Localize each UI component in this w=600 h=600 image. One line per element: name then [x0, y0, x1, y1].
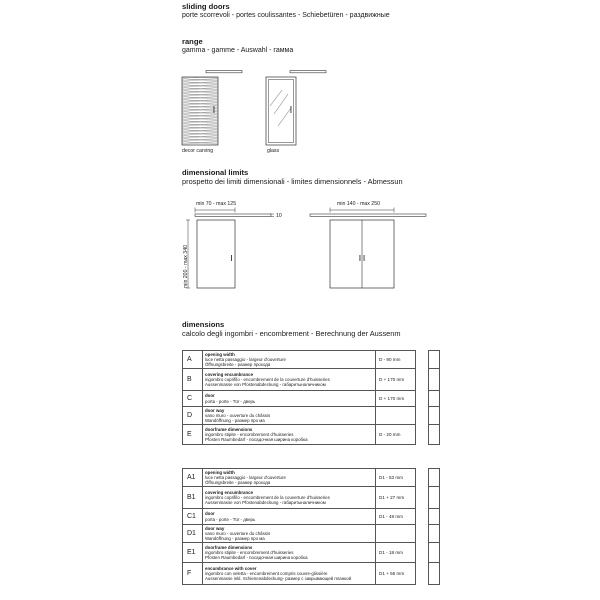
dimensions-title: dimensions: [182, 320, 225, 329]
row-spacer: [416, 525, 429, 543]
row-description: [203, 391, 376, 407]
row-title: door way: [205, 525, 225, 531]
table-row: [183, 543, 440, 563]
row-letter: B1: [183, 487, 203, 509]
row-letter: A: [183, 351, 203, 369]
row-description: [203, 369, 376, 391]
row-letter: C: [183, 391, 203, 407]
page-subtitle: porte scorrevoli - portes coulissantes - Schiebetüren - раздвижные: [182, 12, 390, 19]
row-letter: D: [183, 407, 203, 425]
row-entry-box: [429, 391, 440, 407]
row-title: doorframe dimensions: [205, 544, 253, 550]
row-description: [203, 509, 376, 525]
row-letter: D1: [183, 525, 203, 543]
row-value: D - 20 mm: [376, 425, 416, 445]
table-row: [183, 487, 440, 509]
row-detail-line: Wandöffnung - размер про ма: [205, 536, 265, 542]
range-drawings: [178, 66, 338, 148]
row-detail-line: ingombro con veletta - encombrement compris couvre-glissière: [205, 570, 328, 576]
glass-door-drawing: [266, 71, 326, 146]
row-title: covering encumbrance: [205, 371, 254, 377]
row-title: covering encumbrance: [205, 489, 254, 495]
range-caption-decor-carving: decor carving: [182, 148, 214, 154]
table-row: [183, 369, 440, 391]
row-title: door way: [205, 407, 225, 413]
row-value: D1 + 55 mm: [376, 563, 416, 585]
row-spacer: [416, 487, 429, 509]
limits-subtitle: prospetto dei limiti dimensionali - limites dimensionnels - Abmessun: [182, 177, 403, 186]
row-detail-line: ingombro stipite - encombrement d'huisseries: [205, 431, 294, 437]
row-title: opening width: [205, 351, 235, 357]
row-letter: A1: [183, 469, 203, 487]
row-detail-line: Aussenmasse inkl. Schienenabdeckung- размер с закрывающей планкой: [205, 576, 352, 582]
dimensions-table-double: [182, 468, 440, 585]
row-detail-line: porta - porte - Tür - дверь: [205, 398, 256, 404]
row-detail-line: Öffnungsbreite - размер прохода: [205, 480, 271, 486]
row-description: [203, 351, 376, 369]
rail-height-label: 10: [276, 213, 282, 219]
row-entry-box: [429, 525, 440, 543]
row-detail-line: luce netta passaggio - largeur d'ouverture: [205, 356, 286, 362]
table-row: [183, 525, 440, 543]
dimensions-table-single: [182, 350, 440, 445]
row-value: D - 90 mm: [376, 351, 416, 369]
row-description: [203, 563, 376, 585]
row-value: D1 - 48 mm: [376, 509, 416, 525]
row-entry-box: [429, 543, 440, 563]
row-entry-box: [429, 469, 440, 487]
row-detail-line: vano muro - ouverture du châssis: [205, 412, 271, 418]
row-spacer: [416, 425, 429, 445]
row-spacer: [416, 543, 429, 563]
row-title: encumbrance with cover: [205, 565, 257, 571]
row-detail-line: Aussenmasse von Pfostenabdeckung - габаритыналичником: [205, 500, 326, 506]
single-width-label: min 70 - max 125: [196, 201, 237, 207]
row-entry-box: [429, 509, 440, 525]
row-title: door: [205, 393, 215, 399]
row-title: opening width: [205, 469, 235, 475]
row-description: [203, 469, 376, 487]
table-row: [183, 351, 440, 369]
row-detail-line: Wandöffnung - размер про ма: [205, 418, 265, 424]
row-spacer: [416, 351, 429, 369]
row-detail-line: Pfosten Raumbedarf - посадочная ширина коробка: [205, 437, 308, 443]
row-entry-box: [429, 487, 440, 509]
row-spacer: [416, 407, 429, 425]
row-description: [203, 543, 376, 563]
row-entry-box: [429, 407, 440, 425]
row-letter: B: [183, 369, 203, 391]
page-title: sliding doors: [182, 2, 230, 11]
row-title: doorframe dimensions: [205, 426, 253, 432]
limits-title: dimensional limits: [182, 168, 249, 177]
row-title: door: [205, 511, 215, 517]
row-detail-line: Pfosten Raumbedarf - посадочная ширина коробка: [205, 555, 308, 561]
row-detail-line: Aussenmasse von Pfostenabdeckung - габаритыналичником: [205, 382, 326, 388]
row-detail-line: luce netta passaggio - largeur d'ouverture: [205, 474, 286, 480]
row-letter: C1: [183, 509, 203, 525]
row-value: D1 + 27 mm: [376, 487, 416, 509]
dimensions-subtitle: calcolo degli ingombri - encombrement - Berechnung der Aussenm: [182, 329, 401, 338]
table-row: [183, 563, 440, 585]
row-entry-box: [429, 351, 440, 369]
row-entry-box: [429, 563, 440, 585]
double-width-label: min 140 - max 250: [337, 201, 380, 207]
row-entry-box: [429, 425, 440, 445]
row-letter: E1: [183, 543, 203, 563]
range-title: range: [182, 37, 203, 46]
row-letter: E: [183, 425, 203, 445]
row-description: [203, 525, 376, 543]
row-spacer: [416, 391, 429, 407]
range-subtitle: gamma - gamme - Auswahl - гамма: [182, 47, 294, 54]
row-spacer: [416, 563, 429, 585]
table-row: [183, 469, 440, 487]
row-detail-line: porta - porte - Tür - дверь: [205, 516, 256, 522]
row-detail-line: ingombro coprifilo - encombrement de la couverture d'huisseries: [205, 494, 330, 500]
row-value: D1 - 18 mm: [376, 543, 416, 563]
row-value: D + 170 mm: [376, 391, 416, 407]
row-detail-line: vano muro - ouverture du châssis: [205, 530, 271, 536]
decor-carving-door-drawing: [182, 71, 242, 146]
row-detail-line: ingombro coprifilo - encombrement de la couverture d'huisseries: [205, 376, 330, 382]
limits-drawings: [178, 198, 430, 292]
row-description: [203, 487, 376, 509]
table-row: [183, 407, 440, 425]
row-value: [376, 525, 416, 543]
table-row: [183, 509, 440, 525]
row-spacer: [416, 469, 429, 487]
row-detail-line: ingombro stipite - encombrement d'huisseries: [205, 549, 294, 555]
height-range-label: min 200 - max 340: [183, 245, 189, 288]
row-entry-box: [429, 369, 440, 391]
table-row: [183, 391, 440, 407]
row-letter: F: [183, 563, 203, 585]
row-spacer: [416, 509, 429, 525]
range-caption-glass: glass: [267, 148, 280, 154]
row-spacer: [416, 369, 429, 391]
row-value: [376, 407, 416, 425]
row-description: [203, 407, 376, 425]
table-row: [183, 425, 440, 445]
row-detail-line: Öffnungsbreite - размер прохода: [205, 362, 271, 368]
row-description: [203, 425, 376, 445]
row-value: D1 - 53 mm: [376, 469, 416, 487]
row-value: D + 170 mm: [376, 369, 416, 391]
